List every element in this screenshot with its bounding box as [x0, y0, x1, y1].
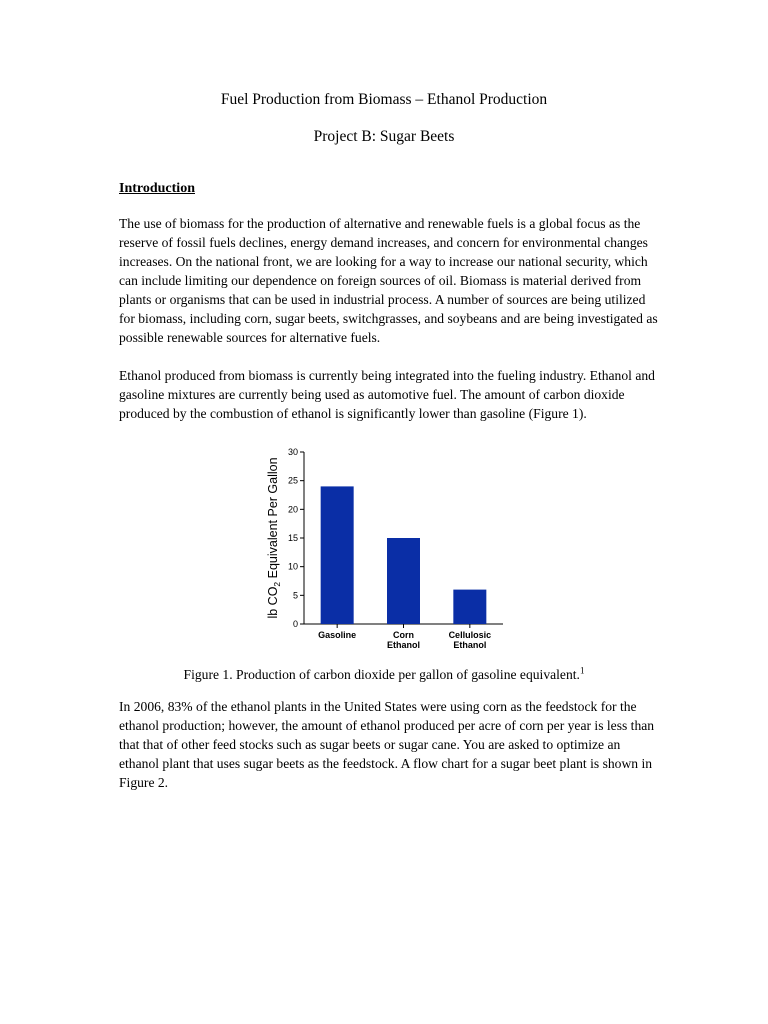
chart-y-axis-label: lb $CO_2$ Equivalent Per Gallon [266, 457, 282, 619]
chart-y-tick-label: 10 [287, 561, 298, 572]
document-title: Fuel Production from Biomass – Ethanol Production [220, 91, 548, 108]
chart-category-label: Cellulosic Ethanol [448, 630, 492, 650]
chart-y-tick-label: 5 [292, 590, 298, 601]
chart-y-tick-label: 25 [287, 475, 298, 486]
chart-bar [387, 538, 420, 624]
chart-y-tick-label: 0 [292, 619, 298, 629]
chart-bar [453, 590, 486, 624]
figure-caption-footnote-marker: 1 [579, 665, 585, 676]
chart-y-tick-label: 15 [287, 533, 298, 543]
figure-1-caption [0, 667, 768, 683]
chart-category-label: Corn Ethanol [387, 630, 420, 650]
document-subtitle: Project B: Sugar Beets [313, 128, 455, 145]
section-heading-introduction: Introduction [119, 181, 195, 196]
chart-bar [321, 486, 354, 624]
chart-svg [258, 440, 518, 660]
co2-bar-chart [258, 440, 518, 660]
chart-y-tick-label: 30 [287, 447, 298, 457]
paragraph-ethanol-fuel: Ethanol produced from biomass is currently being integrated into the fueling industry. Ethanol and gasoline mixtures are currently being used as automotive fuel. The amount of carbon dioxide produced by the combustion of ethanol is significantly lower than gasoline (Figure 1). [119, 368, 655, 421]
chart-y-tick-label: 20 [287, 504, 298, 515]
paragraph-sugar-beet-task: In 2006, 83% of the ethanol plants in the United States were using corn as the feedstock for the ethanol production; however, the amount of ethanol produced per acre of corn per year is less than that that of other feed stocks such as sugar beets or sugar cane. You are asked to optimize an ethanol plant that uses sugar beets as the feedstock. A flow chart for a sugar beet plant is shown in Figure 2. [119, 699, 655, 790]
paragraph-biomass-intro: The use of biomass for the production of alternative and renewable fuels is a global focus as the reserve of fossil fuels declines, energy demand increases, and concern for environmental changes increases. On the national front, we are looking for a way to increase our national security, which can include limiting our dependence on foreign sources of oil. Biomass is material derived from plants or organisms that can be used in industrial process. A number of sources are being utilized for biomass, including corn, sugar beets, switchgrasses, and soybeans and are being investigated as possible renewable sources for alternative fuels. [119, 216, 658, 345]
figure-caption-text: Figure 1. Production of carbon dioxide per gallon of gasoline equivalent. [183, 667, 580, 682]
chart-category-label: Gasoline [318, 630, 357, 640]
